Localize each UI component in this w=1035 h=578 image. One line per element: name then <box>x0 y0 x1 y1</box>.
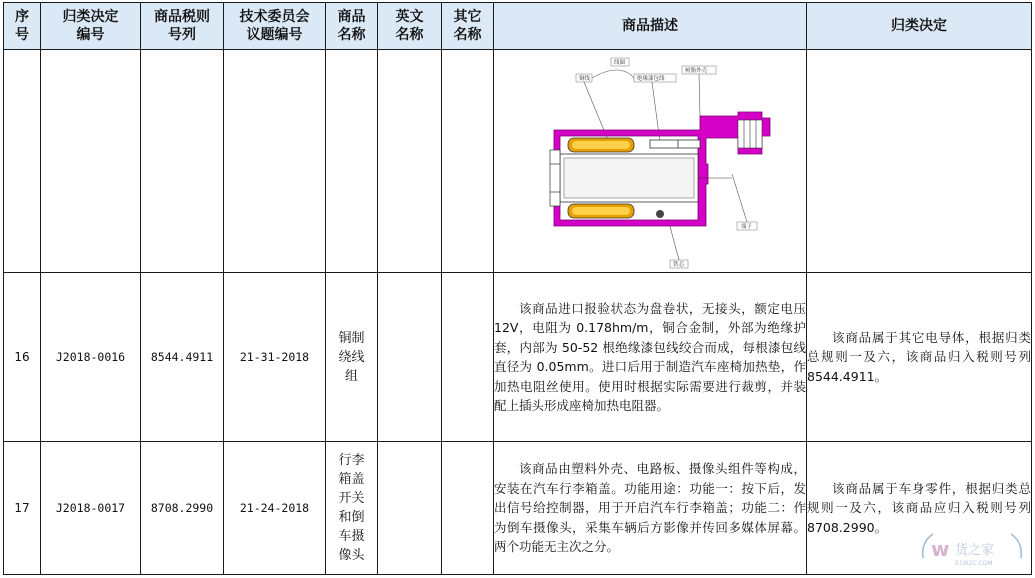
watermark-brand: 货之家 <box>955 543 995 558</box>
header-committee: 技术委员会 议题编号 <box>224 3 326 50</box>
header-tariff: 商品税则 号列 <box>141 3 224 50</box>
header-seq: 序 号 <box>4 3 41 50</box>
product-diagram <box>500 54 800 269</box>
cell-decision: 该商品属于其它电导体，根据归类总规则一及六，该商品归入税则号列 8544.4911。 <box>807 273 1032 442</box>
cell-description: 该商品由塑料外壳、电路板、摄像头组件等构成，安装在汽车行李箱盖。功能用途：功能一：按下后，发出信号给控制器，用于开启汽车行李箱盖；功能二：作为倒车摄像头，采集车辆后方影像并传回多媒体屏幕。两个功能无主次之分。 <box>494 442 807 575</box>
cell-product-name: 行李 箱盖 开关 和倒 车摄 像头 <box>326 442 378 575</box>
cell-committee: 21-24-2018 <box>224 442 326 575</box>
diagram-label-core: 铁芯 <box>673 261 685 268</box>
header-description: 商品描述 <box>494 3 807 50</box>
watermark-domain: 51W2C.COM <box>955 560 993 567</box>
header-english-name: 英文 名称 <box>378 3 442 50</box>
table-row <box>4 273 1032 442</box>
cell-decision-no: J2018-0017 <box>41 442 141 575</box>
header-product-name: 商品 名称 <box>326 3 378 50</box>
cell-other-name <box>442 442 494 575</box>
cell-decision-no: J2018-0016 <box>41 273 141 442</box>
diagram-label-wire: 绝缘漆包线 <box>637 75 665 82</box>
diagram-label-copper: 铜线 <box>579 75 591 82</box>
cell-seq: 17 <box>4 442 41 575</box>
cell-other-name <box>442 273 494 442</box>
product-diagram-cell <box>494 50 807 273</box>
cell-tariff: 8544.4911 <box>141 273 224 442</box>
diagram-label-housing: 树脂外壳 <box>685 67 708 74</box>
diagram-label-coil: 线圈 <box>614 59 626 66</box>
cell-seq: 16 <box>4 273 41 442</box>
cell-product-name: 铜制 绕线 组 <box>326 273 378 442</box>
header-decision-no: 归类决定 编号 <box>41 3 141 50</box>
diagram-label-terminal: 端子 <box>741 223 753 230</box>
header-row <box>4 3 1032 50</box>
header-decision: 归类决定 <box>807 3 1032 50</box>
cell-decision: 该商品属于车身零件，根据归类总规则一及六，该商品应归入税则号列 8708.2990。 <box>807 442 1032 575</box>
svg-text:w: w <box>931 537 950 561</box>
table-row-diagram <box>4 50 1032 273</box>
cell-committee: 21-31-2018 <box>224 273 326 442</box>
cell-english-name <box>378 442 442 575</box>
table-row <box>4 442 1032 575</box>
watermark-logo <box>917 528 1027 572</box>
cell-description: 该商品进口报验状态为盘卷状，无接头，额定电压 12V，电阻为 0.178hm/m，铜合金制，外部为绝缘护套，内部为 50-52 根绝缘漆包线绞合而成，每根漆包线直径为 0.05mm。进口后用于制造汽车座椅加热垫，作加热电阻丝使用。使用时根据实际需要进行裁剪，并装配上插头形成座椅加热电阻器。 <box>494 273 807 442</box>
cell-english-name <box>378 273 442 442</box>
classification-table <box>3 2 1032 575</box>
cell-tariff: 8708.2990 <box>141 442 224 575</box>
header-other-name: 其它 名称 <box>442 3 494 50</box>
